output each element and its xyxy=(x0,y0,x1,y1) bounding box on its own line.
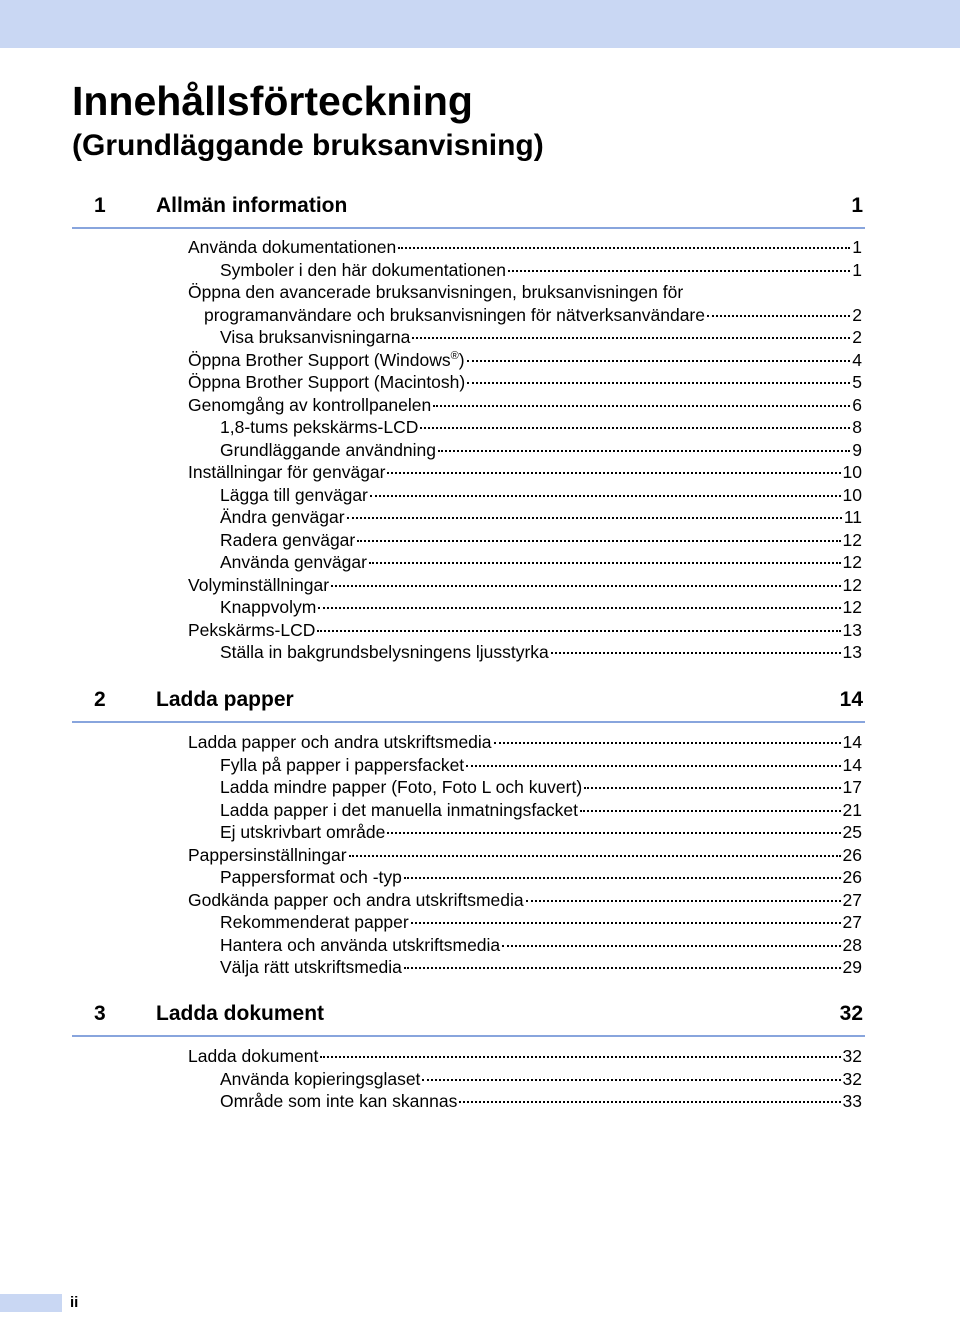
toc-entry[interactable]: Grundläggande användning 9 xyxy=(220,439,862,460)
toc-entry[interactable]: Radera genvägar 12 xyxy=(220,529,862,550)
toc-entry[interactable]: Använda dokumentationen 1 xyxy=(188,237,862,257)
toc-entry[interactable]: Inställningar för genvägar 10 xyxy=(188,462,862,482)
chapter-page: 14 xyxy=(839,688,863,711)
chapter-number: 2 xyxy=(94,688,106,711)
toc-entry[interactable]: Ej utskrivbart område 25 xyxy=(220,822,862,842)
chapter-number: 3 xyxy=(94,1002,106,1025)
chapter-title: Ladda papper xyxy=(156,688,294,711)
toc-entry[interactable]: 1,8-tums pekskärms-LCD 8 xyxy=(220,417,862,437)
toc-entry[interactable]: Symboler i den här dokumentationen 1 xyxy=(220,259,862,280)
page-subtitle: (Grundläggande bruksanvisning) xyxy=(72,129,544,162)
header-band xyxy=(0,0,960,48)
toc-entry[interactable]: Ställa in bakgrundsbelysningens ljusstyrka 13 xyxy=(220,642,862,662)
toc-entry[interactable]: Visa bruksanvisningarna 2 xyxy=(220,327,862,347)
toc-entry[interactable]: Välja rätt utskriftsmedia 29 xyxy=(220,957,862,977)
toc-entry[interactable]: Ladda papper i det manuella inmatningsfacket 21 xyxy=(220,799,862,820)
toc-entry[interactable]: Pappersformat och -typ 26 xyxy=(220,867,862,887)
toc-entry[interactable]: Ladda mindre papper (Foto, Foto L och kuvert) 17 xyxy=(220,777,862,797)
toc-entry-continued[interactable]: programanvändare och bruksanvisningen för nätverksanvändare 2 xyxy=(204,304,862,325)
chapter-page: 1 xyxy=(851,194,863,217)
title-block xyxy=(72,76,544,166)
toc-entry[interactable]: Fylla på papper i pappersfacket 14 xyxy=(220,754,862,775)
chapter-1-entries xyxy=(188,236,862,664)
toc-entry[interactable]: Lägga till genvägar 10 xyxy=(220,484,862,505)
chapter-number: 1 xyxy=(94,194,106,217)
toc-entry[interactable]: Rekommenderat papper 27 xyxy=(220,912,862,932)
toc-entry[interactable]: Genomgång av kontrollpanelen 6 xyxy=(188,394,862,415)
chapter-title: Ladda dokument xyxy=(156,1002,325,1025)
toc-entry[interactable]: Använda kopieringsglaset 32 xyxy=(220,1068,862,1089)
toc-entry[interactable]: Pappersinställningar 26 xyxy=(188,844,862,865)
toc-entry[interactable]: Öppna Brother Support (Windows®) 4 xyxy=(188,349,862,370)
page-title: Innehållsförteckning xyxy=(72,78,473,124)
toc-entry[interactable]: Öppna Brother Support (Macintosh) 5 xyxy=(188,372,862,392)
toc-entry[interactable]: Pekskärms-LCD 13 xyxy=(188,619,862,640)
toc-entry[interactable]: Volyminställningar 12 xyxy=(188,574,862,595)
chapter-3-heading[interactable] xyxy=(72,1000,865,1037)
chapter-1-heading[interactable] xyxy=(72,192,865,229)
chapter-2-entries xyxy=(188,731,862,979)
toc-entry[interactable]: Godkända papper och andra utskriftsmedia 27 xyxy=(188,889,862,910)
footer-band xyxy=(0,1294,62,1312)
toc-entry[interactable]: Hantera och använda utskriftsmedia 28 xyxy=(220,934,862,955)
chapter-3-entries xyxy=(188,1045,862,1113)
toc-entry[interactable]: Använda genvägar 12 xyxy=(220,552,862,572)
toc-entry[interactable]: Ladda dokument 32 xyxy=(188,1046,862,1066)
toc-entry[interactable]: Knappvolym 12 xyxy=(220,597,862,617)
toc-entry[interactable]: Öppna den avancerade bruksanvisningen, bruksanvisningen för xyxy=(188,282,684,302)
chapter-2-heading[interactable] xyxy=(72,686,865,723)
chapter-title: Allmän information xyxy=(156,194,348,217)
toc-entry[interactable]: Ladda papper och andra utskriftsmedia 14 xyxy=(188,732,862,752)
toc-entry[interactable]: Område som inte kan skannas 33 xyxy=(220,1091,862,1111)
chapter-page: 32 xyxy=(839,1002,863,1025)
toc-entry[interactable]: Ändra genvägar 11 xyxy=(220,507,862,527)
registered-mark: ® xyxy=(450,349,459,362)
page-number: ii xyxy=(70,1294,79,1311)
